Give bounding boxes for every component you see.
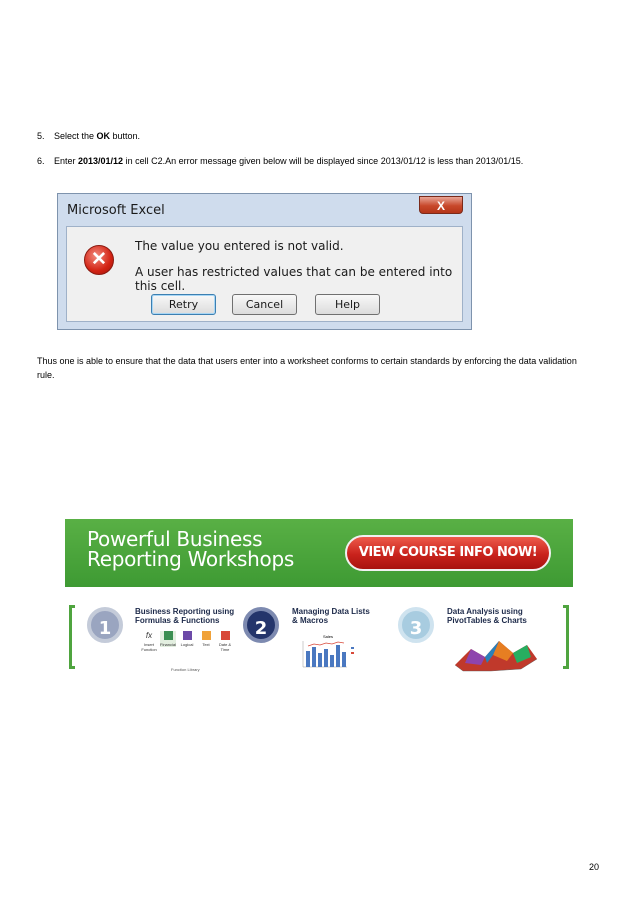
close-button[interactable]: X [419, 196, 463, 214]
date-time-icon [221, 631, 230, 640]
left-bracket-icon [69, 605, 75, 669]
dialog-title: Microsoft Excel [67, 203, 165, 218]
step-number: 6. [37, 156, 45, 166]
workshop-title-line: Formulas & Functions [135, 616, 220, 625]
body-paragraph: Thus one is able to ensure that the data that users enter into a worksheet conforms to certain standards by enforcing the data validation rule. [37, 356, 577, 380]
step-6 [37, 155, 523, 167]
workshop-title-line: Business Reporting using [135, 607, 235, 616]
workshop-title-2 [292, 607, 370, 625]
workshop-title-line: & Macros [292, 616, 329, 625]
help-button[interactable]: Help [315, 294, 380, 315]
error-icon: ✕ [84, 245, 114, 275]
workshop-title-line: PivotTables & Charts [447, 616, 527, 625]
dialog-message-secondary: A user has restricted values that can be entered into this cell. [135, 265, 453, 293]
ribbon-item [179, 631, 195, 647]
insert-function-icon: fx [145, 631, 153, 640]
cancel-button[interactable]: Cancel [232, 294, 297, 315]
ribbon-item-label: Text [202, 642, 210, 647]
workshop-title-1 [135, 607, 234, 625]
workshop-title-line: Managing Data Lists [292, 607, 370, 616]
workshop-number-1: 1 [87, 607, 123, 643]
workshop-title-line: Data Analysis using [447, 607, 523, 616]
page-number: 20 [589, 862, 600, 872]
dialog-message-primary: The value you entered is not valid. [135, 239, 344, 253]
ribbon-item-label: Logical [180, 642, 194, 647]
view-course-info-button[interactable]: VIEW COURSE INFO NOW! [345, 535, 551, 571]
step-number: 5. [37, 131, 45, 141]
excel-error-dialog [57, 193, 472, 330]
step-5 [37, 130, 140, 142]
step-text-pre: Enter [54, 156, 79, 166]
ribbon-item [198, 631, 214, 647]
mini-sales-chart-icon [297, 633, 367, 675]
step-text-post: button. [110, 131, 141, 141]
ribbon-item-label: Financial [160, 642, 177, 647]
ribbon-function-library [141, 631, 241, 675]
workshop-banner[interactable] [65, 519, 573, 587]
ribbon-item-label: Insert Function [141, 642, 157, 652]
workshop-title-3 [447, 607, 527, 625]
banner-title-line2: Reporting Workshops [87, 547, 294, 571]
logical-icon [183, 631, 192, 640]
step-text-post: in cell C2.An error message given below will be displayed since 2013/01/12 is less than 2013/01/15. [123, 156, 524, 166]
ribbon-item-label: Date & Time [218, 642, 232, 652]
surface-chart-icon [451, 635, 541, 675]
workshop-number-2: 2 [243, 607, 279, 643]
step-text-bold: OK [96, 131, 111, 141]
text-icon [202, 631, 211, 640]
workshop-list [65, 601, 573, 679]
ribbon-item [160, 631, 176, 647]
banner-title [87, 529, 294, 569]
mini-chart-title: Sales [323, 634, 334, 639]
step-text-pre: Select the [54, 131, 97, 141]
ribbon-group-label: Function Library [171, 667, 200, 672]
workshop-number-3: 3 [398, 607, 434, 643]
step-text-bold: 2013/01/12 [78, 156, 124, 166]
ribbon-item [217, 631, 233, 652]
retry-button[interactable]: Retry [151, 294, 216, 315]
ribbon-item [141, 631, 157, 652]
financial-icon [164, 631, 173, 640]
right-bracket-icon [563, 605, 569, 669]
dialog-body [66, 226, 463, 322]
banner-title-line1: Powerful Business [87, 527, 263, 551]
